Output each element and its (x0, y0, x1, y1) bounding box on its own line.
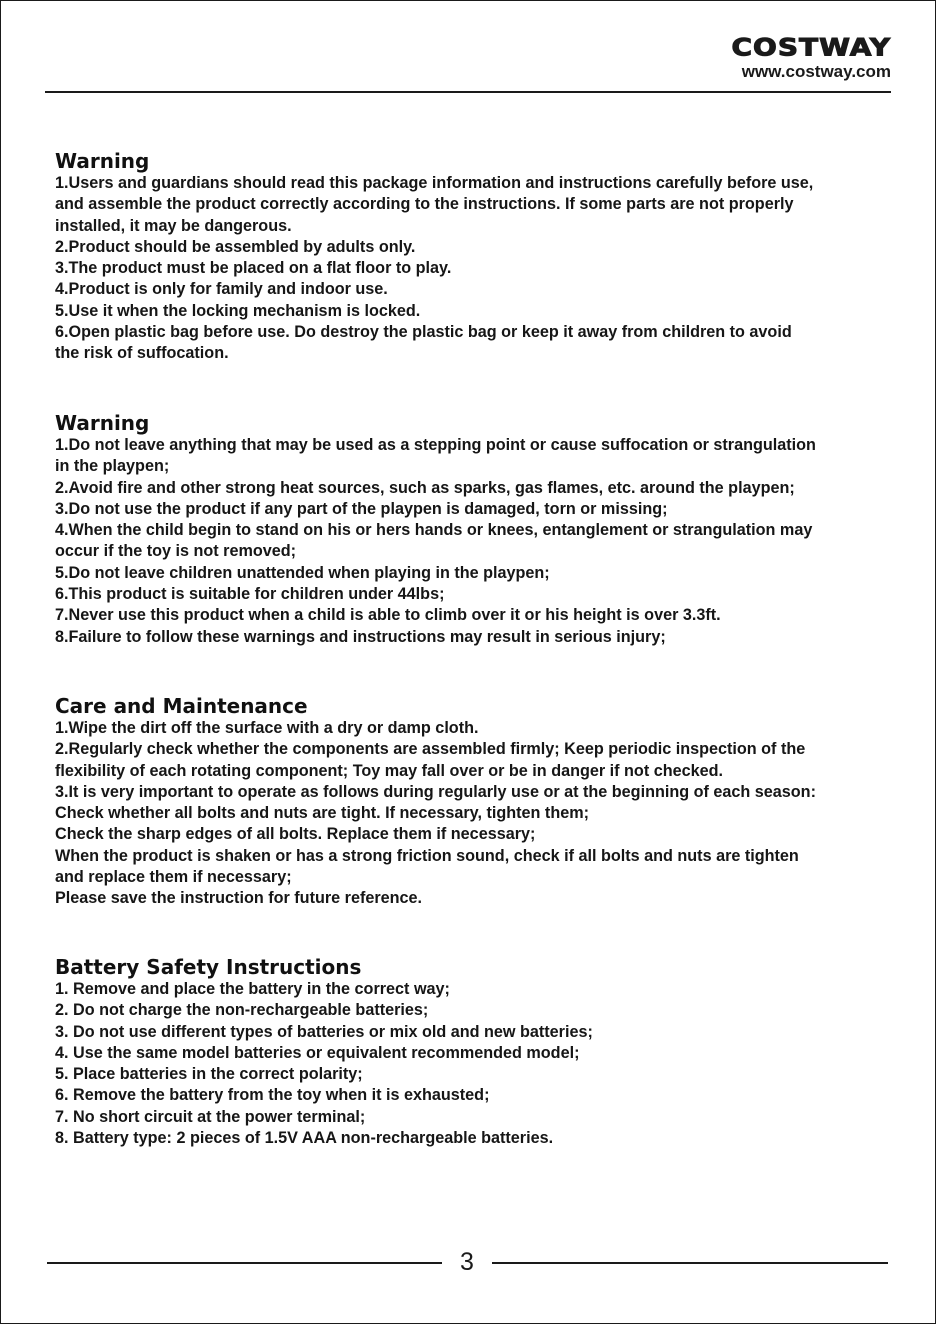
text-line: 6.This product is suitable for children under 44lbs; (55, 585, 445, 604)
text-line: 6.Open plastic bag before use. Do destroy the plastic bag or keep it away from children to avoid (55, 323, 792, 342)
text-line: 5. Place batteries in the correct polarity; (55, 1065, 363, 1084)
text-line: 1. Remove and place the battery in the correct way; (55, 980, 450, 998)
text-line: 1.Do not leave anything that may be used as a stepping point or cause suffocation or strangulation (55, 436, 816, 454)
text-line: flexibility of each rotating component; Toy may fall over or be in danger if not checked. (55, 761, 723, 780)
section-heading: Warning (55, 411, 150, 435)
section-text (55, 718, 900, 910)
text-line: 2.Regularly check whether the components are assembled firmly; Keep periodic inspection of the (55, 740, 806, 759)
text-line: 3.Do not use the product if any part of the playpen is damaged, torn or missing; (55, 499, 668, 518)
brand-url: www.costway.com (741, 62, 891, 81)
text-line: 8.Failure to follow these warnings and instructions may result in serious injury; (55, 627, 666, 646)
text-line: and replace them if necessary; (55, 868, 292, 887)
section-warning-playpen (55, 411, 900, 648)
footer-divider-right (492, 1262, 888, 1264)
text-line: 3.It is very important to operate as follows during regularly use or at the beginning of each season: (55, 782, 816, 801)
section-warning-general (55, 149, 900, 365)
text-line: 5.Do not leave children unattended when playing in the playpen; (55, 563, 550, 582)
text-line: 4.When the child begin to stand on his or hers hands or knees, entanglement or strangulation may (55, 521, 813, 540)
section-care-maintenance (55, 694, 900, 910)
header-divider (45, 91, 891, 93)
text-line: When the product is shaken or has a strong friction sound, check if all bolts and nuts are tighten (55, 846, 799, 865)
text-line: 4. Use the same model batteries or equivalent recommended model; (55, 1043, 580, 1062)
text-line: in the playpen; (55, 457, 170, 476)
section-heading: Battery Safety Instructions (55, 955, 362, 979)
text-line: 3. Do not use different types of batteries or mix old and new batteries; (55, 1022, 593, 1041)
section-heading: Care and Maintenance (55, 694, 308, 718)
text-line: 2.Avoid fire and other strong heat sources, such as sparks, gas flames, etc. around the playpen; (55, 478, 795, 497)
text-line: 1.Users and guardians should read this package information and instructions carefully before use, (55, 174, 814, 192)
page-number: 3 (460, 1248, 474, 1276)
text-line: 4.Product is only for family and indoor use. (55, 280, 388, 299)
text-line: 1.Wipe the dirt off the surface with a dry or damp cloth. (55, 719, 479, 737)
section-text (55, 173, 900, 365)
text-line: the risk of suffocation. (55, 344, 229, 363)
section-text (55, 435, 900, 648)
section-heading: Warning (55, 149, 150, 173)
text-line: installed, it may be dangerous. (55, 216, 292, 235)
section-text (55, 979, 900, 1149)
text-line: 2.Product should be assembled by adults only. (55, 237, 416, 256)
text-line: 3.The product must be placed on a flat floor to play. (55, 259, 452, 278)
text-line: 7.Never use this product when a child is able to climb over it or his height is over 3.3ft. (55, 606, 721, 625)
text-line: Check the sharp edges of all bolts. Replace them if necessary; (55, 825, 536, 844)
text-line: Please save the instruction for future reference. (55, 889, 423, 908)
footer-divider-left (47, 1262, 442, 1264)
text-line: Check whether all bolts and nuts are tight. If necessary, tighten them; (55, 804, 589, 823)
text-line: 6. Remove the battery from the toy when it is exhausted; (55, 1086, 490, 1105)
text-line: occur if the toy is not removed; (55, 542, 297, 561)
text-line: 8. Battery type: 2 pieces of 1.5V AAA non-rechargeable batteries. (55, 1129, 554, 1148)
section-battery-safety (55, 955, 900, 1149)
brand-logo: COSTWAY (731, 33, 891, 62)
text-line: 7. No short circuit at the power terminal; (55, 1107, 366, 1126)
text-line: 5.Use it when the locking mechanism is locked. (55, 301, 421, 320)
text-line: and assemble the product correctly according to the instructions. If some parts are not properly (55, 195, 794, 214)
text-line: 2. Do not charge the non-rechargeable batteries; (55, 1001, 429, 1020)
